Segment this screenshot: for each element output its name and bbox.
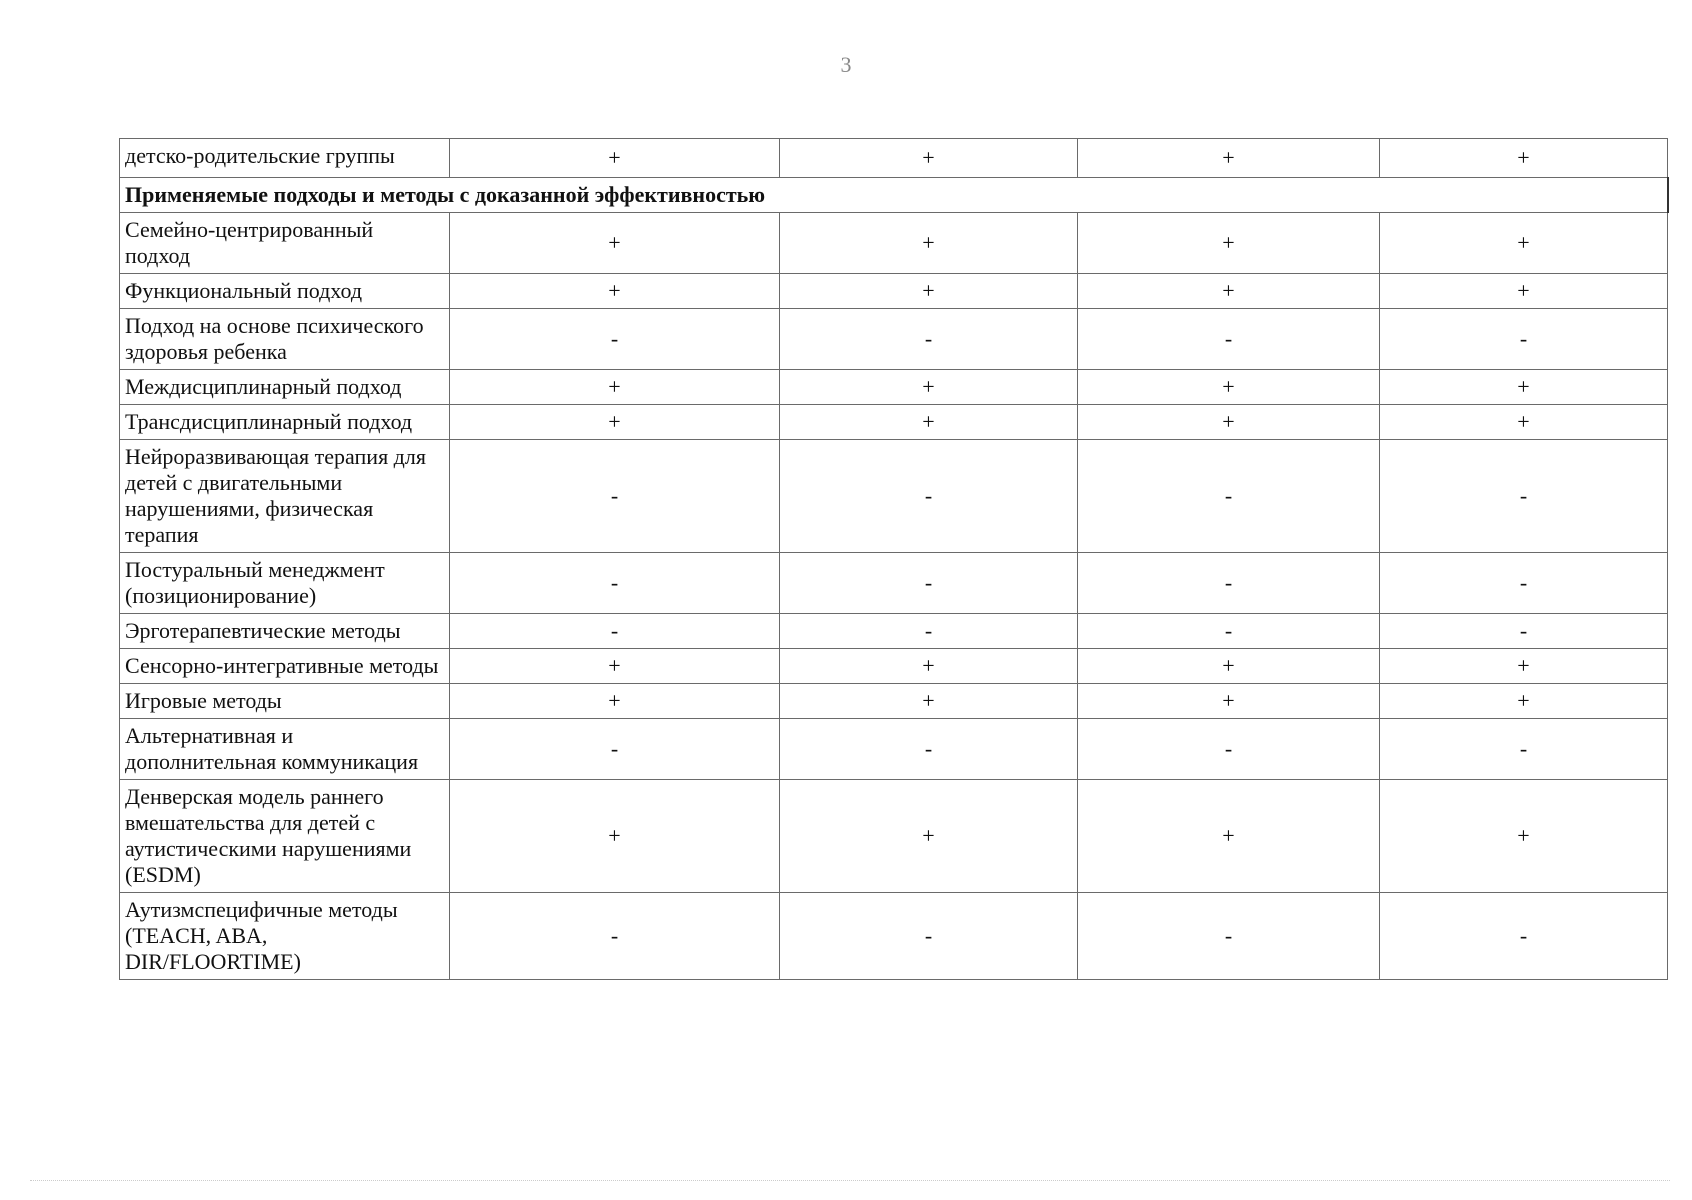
table-row [120, 684, 1668, 719]
table-row [120, 893, 1668, 980]
table-row [120, 440, 1668, 553]
row-value-cell: - [780, 553, 1078, 614]
table-row [120, 780, 1668, 893]
row-value-cell: - [1078, 614, 1380, 649]
row-value-cell: - [1380, 614, 1668, 649]
row-value-cell: - [450, 309, 780, 370]
row-value-cell: - [1380, 719, 1668, 780]
row-value-cell: + [1078, 213, 1380, 274]
row-label: Нейроразвивающая терапия для детей с двигательными нарушениями, физическая терапия [120, 440, 450, 553]
row-value-cell: + [1078, 649, 1380, 684]
row-value-cell: - [780, 893, 1078, 980]
row-value-cell: - [450, 719, 780, 780]
row-value-cell: - [450, 893, 780, 980]
row-label: Семейно-центрированный подход [120, 213, 450, 274]
table-row [120, 213, 1668, 274]
row-label: Альтернативная и дополнительная коммуникация [120, 719, 450, 780]
row-value-cell: - [1078, 553, 1380, 614]
table-row [120, 719, 1668, 780]
table-row [120, 370, 1668, 405]
row-value-cell: + [780, 139, 1078, 178]
row-value-cell: + [1078, 780, 1380, 893]
row-label: детско-родительские группы [120, 139, 450, 178]
row-value-cell: + [780, 649, 1078, 684]
row-label: Эрготерапевтические методы [120, 614, 450, 649]
bottom-scan-rule [30, 1180, 1670, 1181]
row-value-cell: - [780, 614, 1078, 649]
row-value-cell: - [1078, 893, 1380, 980]
row-label: Аутизмспецифичные методы (TEACH, ABA, DIR/FLOORTIME) [120, 893, 450, 980]
row-value-cell: + [1380, 780, 1668, 893]
page-number: 3 [840, 52, 852, 77]
table-row [120, 405, 1668, 440]
row-label: Подход на основе психического здоровья ребенка [120, 309, 450, 370]
methods-table-body [120, 139, 1668, 980]
row-value-cell: + [1380, 213, 1668, 274]
row-label: Функциональный подход [120, 274, 450, 309]
row-value-cell: + [450, 274, 780, 309]
row-value-cell: - [1380, 440, 1668, 553]
row-value-cell: + [1380, 649, 1668, 684]
table-row [120, 614, 1668, 649]
row-value-cell: + [780, 405, 1078, 440]
row-value-cell: + [450, 405, 780, 440]
row-value-cell: - [780, 309, 1078, 370]
row-value-cell: + [1078, 274, 1380, 309]
row-value-cell: - [1078, 719, 1380, 780]
row-value-cell: + [1380, 139, 1668, 178]
row-value-cell: - [1078, 309, 1380, 370]
section-heading: Применяемые подходы и методы с доказанной эффективностью [120, 178, 1668, 213]
section-row [120, 178, 1668, 213]
row-value-cell: + [1078, 405, 1380, 440]
row-label: Сенсорно-интегративные методы [120, 649, 450, 684]
row-label: Денверская модель раннего вмешательства для детей с аутистическими нарушениями (ESDM) [120, 780, 450, 893]
row-value-cell: + [1380, 684, 1668, 719]
row-value-cell: + [1078, 139, 1380, 178]
row-label: Постуральный менеджмент (позиционирование) [120, 553, 450, 614]
row-value-cell: + [450, 684, 780, 719]
row-value-cell: + [1380, 274, 1668, 309]
row-value-cell: + [780, 370, 1078, 405]
row-value-cell: + [450, 139, 780, 178]
row-value-cell: - [1380, 309, 1668, 370]
row-value-cell: + [780, 274, 1078, 309]
methods-table [119, 138, 1669, 980]
row-value-cell: + [1078, 370, 1380, 405]
row-label: Трансдисциплинарный подход [120, 405, 450, 440]
row-value-cell: - [450, 553, 780, 614]
row-value-cell: + [1380, 370, 1668, 405]
row-value-cell: - [450, 440, 780, 553]
row-value-cell: - [1380, 893, 1668, 980]
row-value-cell: + [450, 370, 780, 405]
methods-table-container [119, 138, 1667, 980]
row-value-cell: + [780, 684, 1078, 719]
row-value-cell: + [450, 649, 780, 684]
row-value-cell: - [450, 614, 780, 649]
row-value-cell: + [450, 780, 780, 893]
row-value-cell: - [1078, 440, 1380, 553]
row-value-cell: - [1380, 553, 1668, 614]
table-row [120, 649, 1668, 684]
table-row [120, 139, 1668, 178]
row-value-cell: + [1078, 684, 1380, 719]
row-value-cell: + [450, 213, 780, 274]
row-value-cell: - [780, 719, 1078, 780]
table-row [120, 274, 1668, 309]
row-value-cell: + [780, 213, 1078, 274]
row-value-cell: + [780, 780, 1078, 893]
row-label: Игровые методы [120, 684, 450, 719]
row-label: Междисциплинарный подход [120, 370, 450, 405]
row-value-cell: - [780, 440, 1078, 553]
table-row [120, 309, 1668, 370]
table-row [120, 553, 1668, 614]
row-value-cell: + [1380, 405, 1668, 440]
